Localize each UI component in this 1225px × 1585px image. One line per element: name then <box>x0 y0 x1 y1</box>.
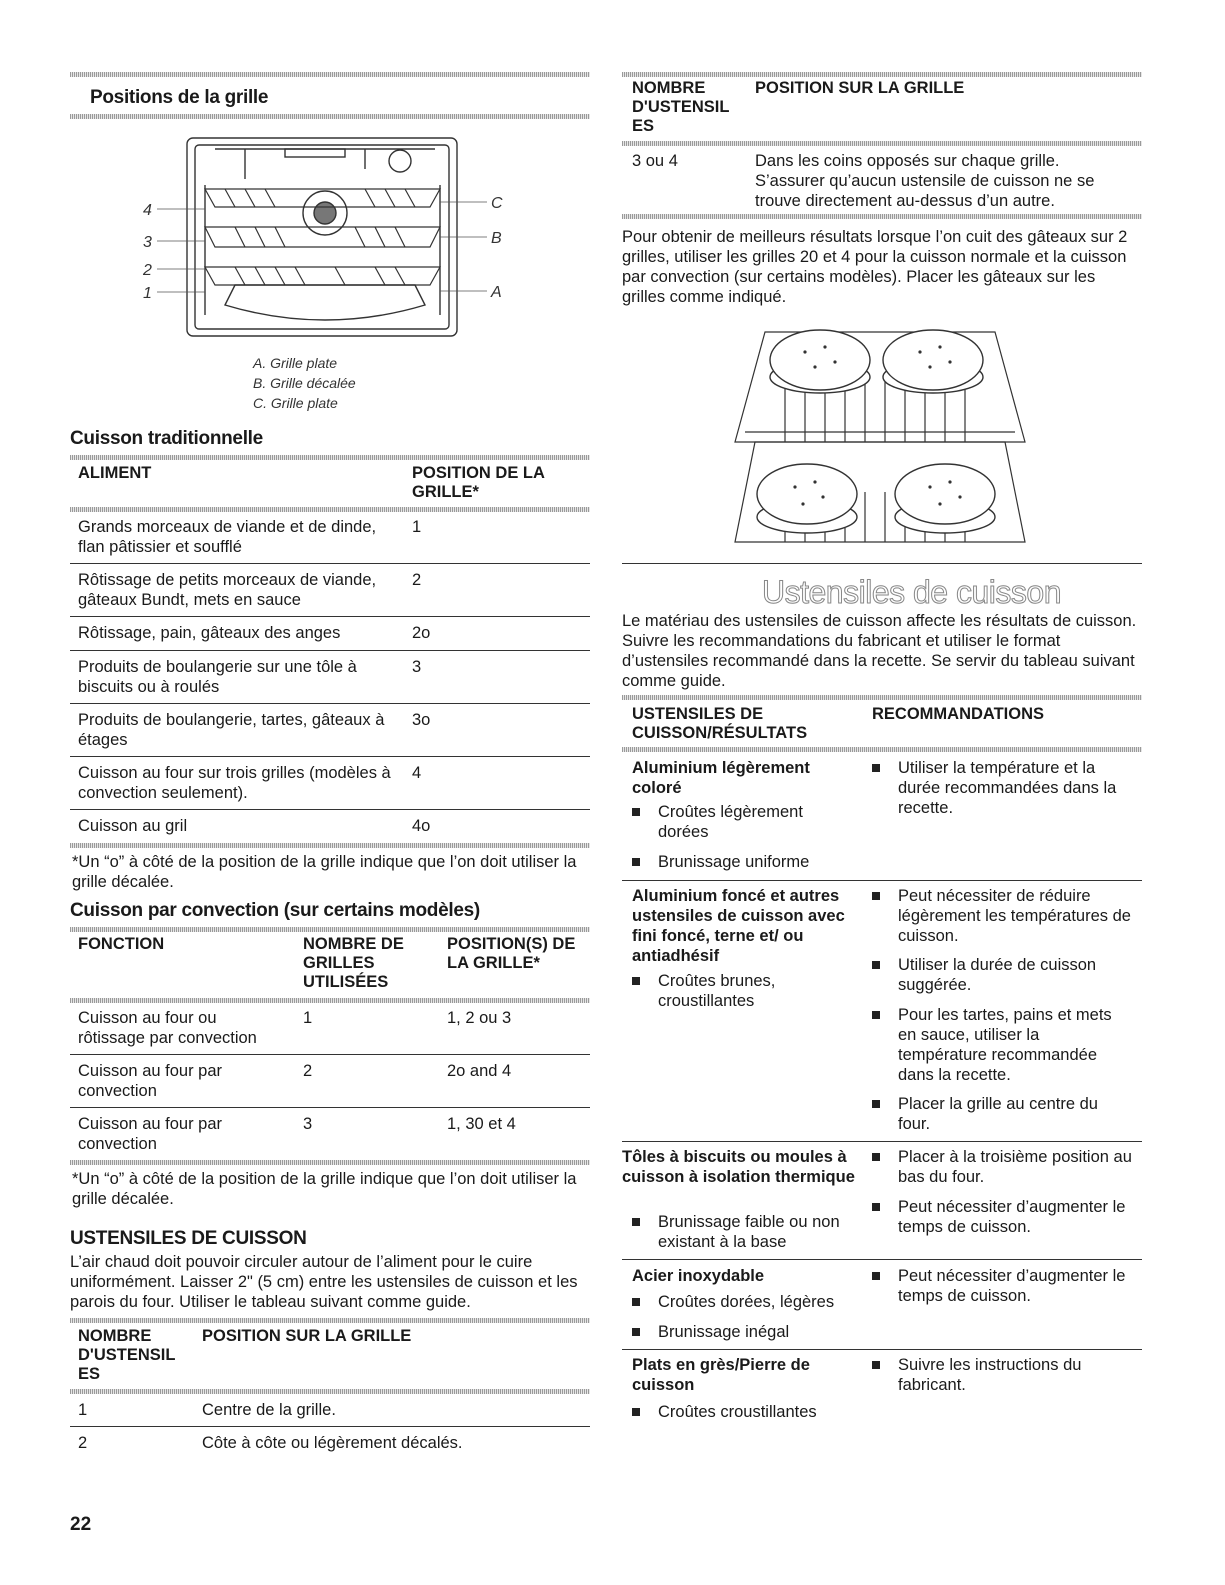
reco-item: Placer la grille au centre du four. <box>872 1094 1122 1134</box>
table-row-position: Côte à côte ou légèrement décalés. <box>202 1434 463 1452</box>
col-bakeware-position-cont: POSITION SUR LA GRILLE <box>755 79 965 97</box>
rack-label-1: 1 <box>143 285 152 302</box>
reco-item: Suivre les instructions du fabricant. <box>872 1355 1112 1395</box>
table-row-count: 3 ou 4 <box>632 152 678 170</box>
table-row-count: 3 <box>303 1115 313 1133</box>
cakes-paragraph: Pour obtenir de meilleurs résultats lorsque l’on cuit des gâteaux sur 2 grilles, utiliser les grilles 20 et 4 pour la cuisson normale et la cuisson par convection (sur certains modèles). Placer les gâteaux sur les grilles comme indiqué. <box>622 228 1128 306</box>
cake-pans-on-racks-illustration <box>725 322 1035 552</box>
bakeware-type: Acier inoxydable <box>632 1267 765 1285</box>
rack-type-b: B <box>491 230 502 247</box>
caption-b: B. Grille décalée <box>253 375 356 391</box>
result-item: Croûtes légèrement dorées <box>632 802 852 842</box>
result-item: Brunissage inégal <box>632 1322 862 1342</box>
table-row-food: Produits de boulangerie, tartes, gâteaux à étages <box>78 711 385 749</box>
reco-item: Pour les tartes, pains et mets en sauce, utiliser la température recommandée dans la recette. <box>872 1005 1132 1085</box>
table-row-food: Rôtissage, pain, gâteaux des anges <box>78 624 341 642</box>
table-row-position: Dans les coins opposés sur chaque grille. S’assurer qu’aucun ustensile de cuisson ne se trouve directement au-dessus d’un autre. <box>755 152 1095 210</box>
result-item: Brunissage faible ou non existant à la base <box>632 1212 852 1252</box>
col-bakeware-position: POSITION SUR LA GRILLE <box>202 1327 412 1345</box>
table-row-pos: 4 <box>412 764 422 782</box>
table-row-positions: 2o and 4 <box>447 1062 512 1080</box>
reco-item: Placer à la troisième position au bas du four. <box>872 1147 1132 1187</box>
bakeware-section-title: Ustensiles de cuisson <box>762 574 1061 610</box>
result-item: Brunissage uniforme <box>632 852 852 872</box>
rack-label-3: 3 <box>143 234 152 251</box>
bakeware-type: Aluminium légèrement coloré <box>632 759 810 797</box>
table-row-pos: 2o <box>412 624 431 642</box>
bakeware-title: USTENSILES DE CUISSON <box>70 1228 307 1249</box>
bakeware-intro: L’air chaud doit pouvoir circuler autour de l’aliment pour le cuire uniformément. Laisser 2" (5 cm) entre les ustensiles de cuisson et les parois du four. Utiliser le tableau suivant comme guide. <box>70 1253 578 1311</box>
table-row-food: Cuisson au gril <box>78 817 188 835</box>
rack-positions-title: Positions de la grille <box>90 87 269 108</box>
result-item: Croûtes croustillantes <box>632 1402 862 1422</box>
bakeware-type: Tôles à biscuits ou moules à cuisson à isolation thermique <box>622 1148 855 1186</box>
table-row-pos: 1 <box>412 518 422 536</box>
oven-rack-diagram <box>135 135 525 345</box>
table-row-function: Cuisson au four par convection <box>78 1062 222 1100</box>
result-item: Croûtes brunes, croustillantes <box>632 971 832 1011</box>
result-item: Croûtes dorées, légères <box>632 1292 862 1312</box>
table-row-count: 2 <box>303 1062 313 1080</box>
traditional-footnote: *Un “o” à côté de la position de la grille indique que l’on doit utiliser la grille décalée. <box>72 853 577 891</box>
col-rack-positions: POSITION(S) DE LA GRILLE* <box>447 935 576 972</box>
table-row-count: 2 <box>78 1434 88 1452</box>
table-row-food: Grands morceaux de viande et de dinde, flan pâtissier et soufflé <box>78 518 377 556</box>
table-row-pos: 2 <box>412 571 422 589</box>
table-row-food: Rôtissage de petits morceaux de viande, gâteaux Bundt, mets en sauce <box>78 571 377 609</box>
rack-label-2: 2 <box>143 262 152 279</box>
col-bakeware-count-cont: NOMBRE D'USTENSIL ES <box>632 79 730 135</box>
table-row-position: Centre de la grille. <box>202 1401 336 1419</box>
diagram-captions <box>253 353 356 413</box>
table-row-function: Cuisson au four par convection <box>78 1115 222 1153</box>
col-food: ALIMENT <box>78 464 152 482</box>
table-row-food: Cuisson au four sur trois grilles (modèles à convection seulement). <box>78 764 391 802</box>
reco-item: Peut nécessiter de réduire légèrement les températures de cuisson. <box>872 886 1132 946</box>
table-row-count: 1 <box>303 1009 313 1027</box>
table-row-positions: 1, 30 et 4 <box>447 1115 516 1133</box>
table-row-pos: 3o <box>412 711 431 729</box>
col-rack-count: NOMBRE DE GRILLES UTILISÉES <box>303 935 404 991</box>
rack-type-c: C <box>491 195 503 212</box>
page-number: 22 <box>70 1514 92 1535</box>
col-bakeware-count: NOMBRE D'USTENSIL ES <box>78 1327 176 1383</box>
col-rack-position: POSITION DE LA GRILLE* <box>412 464 545 501</box>
table-row-pos: 3 <box>412 658 422 676</box>
col-function: FONCTION <box>78 935 165 953</box>
traditional-title: Cuisson traditionnelle <box>70 428 263 449</box>
convection-title: Cuisson par convection (sur certains modèles) <box>70 900 480 921</box>
caption-a: A. Grille plate <box>253 355 338 371</box>
reco-item: Peut nécessiter d’augmenter le temps de cuisson. <box>872 1266 1132 1306</box>
table-row-function: Cuisson au four ou rôtissage par convection <box>78 1009 257 1047</box>
table-row-food: Produits de boulangerie sur une tôle à biscuits ou à roulés <box>78 658 357 696</box>
reco-item: Utiliser la température et la durée recommandées dans la recette. <box>872 758 1122 818</box>
rack-type-a: A <box>491 284 502 301</box>
table-row-positions: 1, 2 ou 3 <box>447 1009 512 1027</box>
bakeware-type: Aluminium foncé et autres ustensiles de cuisson avec fini foncé, terne et/ ou antiadhésif <box>632 887 845 965</box>
bakeware-section-intro: Le matériau des ustensiles de cuisson affecte les résultats de cuisson. Suivre les recommandations du fabricant et utiliser le format d’ustensiles recommandé dans la recette. Se servir du tableau suivant comme guide. <box>622 612 1137 690</box>
reco-item: Utiliser la durée de cuisson suggérée. <box>872 955 1122 995</box>
reco-item: Peut nécessiter d’augmenter le temps de cuisson. <box>872 1197 1132 1237</box>
rack-label-4: 4 <box>143 202 152 219</box>
convection-footnote: *Un “o” à côté de la position de la grille indique que l’on doit utiliser la grille décalée. <box>72 1170 577 1208</box>
col-bakeware-results: USTENSILES DE CUISSON/RÉSULTATS <box>632 705 808 742</box>
table-row-pos: 4o <box>412 817 431 835</box>
caption-c: C. Grille plate <box>253 395 338 411</box>
col-recommendations: RECOMMANDATIONS <box>872 705 1045 723</box>
bakeware-type: Plats en grès/Pierre de cuisson <box>632 1356 810 1394</box>
table-row-count: 1 <box>78 1401 88 1419</box>
